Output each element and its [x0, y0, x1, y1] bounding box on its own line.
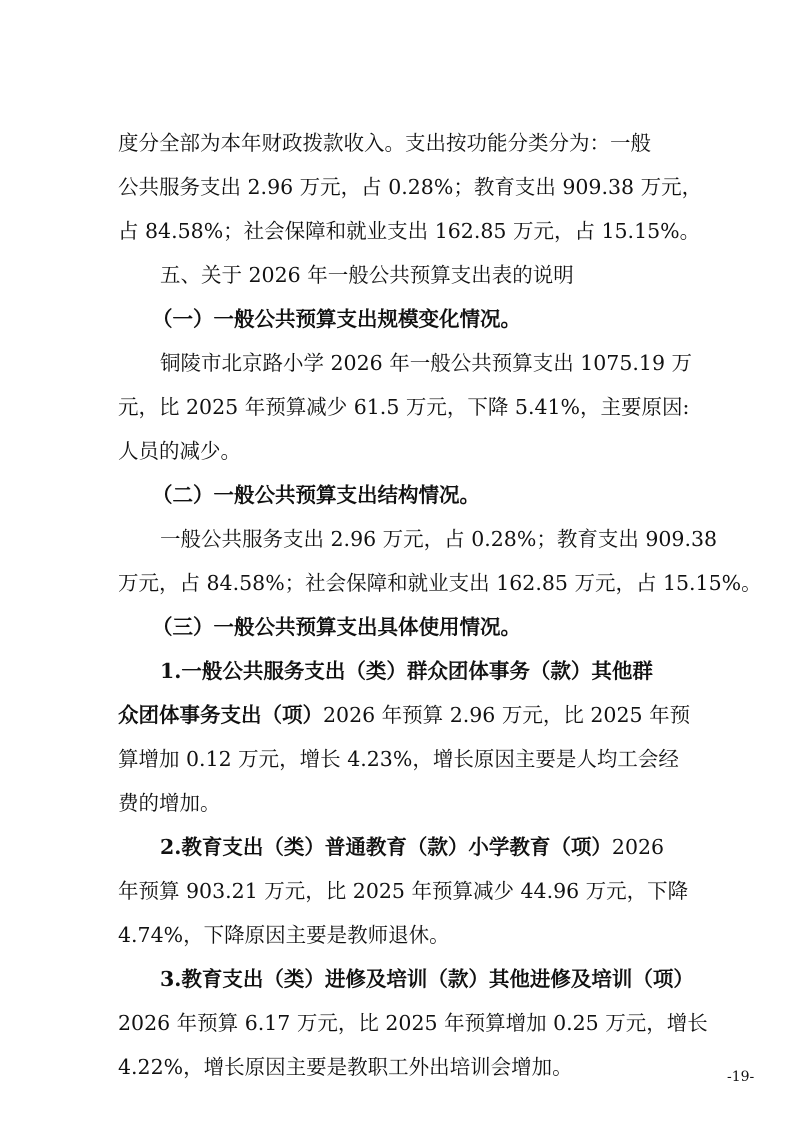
page-number: -19- — [727, 1069, 755, 1085]
subsection-two-heading: （二）一般公共预算支出结构情况。 — [152, 483, 480, 507]
revenue-summary-line-2: 公共服务支出 2.96 万元，占 0.28%；教育支出 909.38 万元， — [118, 175, 703, 199]
item-three-line-2: 2026 年预算 6.17 万元，比 2025 年预算增加 0.25 万元，增长 — [118, 1011, 708, 1035]
item-two-line-3: 4.74%，下降原因主要是教师退休。 — [118, 923, 450, 947]
subsection-three-heading: （三）一般公共预算支出具体使用情况。 — [152, 615, 521, 639]
item-one-line-2-text: 2026 年预算 2.96 万元，比 2025 年预 — [323, 703, 691, 727]
revenue-summary-line-1: 度分全部为本年财政拨款收入。支出按功能分类分为：一般 — [118, 131, 651, 155]
item-three-line-3: 4.22%，增长原因主要是教职工外出培训会增加。 — [118, 1055, 573, 1079]
subsection-one-heading: （一）一般公共预算支出规模变化情况。 — [152, 307, 521, 331]
item-two-line-1 — [160, 832, 664, 862]
scale-change-line-3: 人员的减少。 — [118, 439, 241, 463]
section-five-heading: 五、关于 2026 年一般公共预算支出表的说明 — [160, 263, 574, 287]
item-one-line-3: 算增加 0.12 万元，增长 4.23%，增长原因主要是人均工会经 — [118, 747, 679, 771]
item-one-line-2 — [118, 700, 690, 730]
scale-change-line-2: 元，比 2025 年预算减少 61.5 万元，下降 5.41%，主要原因: — [118, 395, 690, 419]
revenue-summary-line-3: 占 84.58%；社会保障和就业支出 162.85 万元，占 15.15%。 — [118, 219, 701, 243]
item-two-bold-prefix: 2.教育支出（类）普通教育（款）小学教育（项） — [160, 835, 612, 859]
item-one-line-4: 费的增加。 — [118, 791, 221, 815]
scale-change-line-1: 铜陵市北京路小学 2026 年一般公共预算支出 1075.19 万 — [160, 351, 693, 375]
item-one-bold-prefix: 众团体事务支出（项） — [118, 703, 323, 727]
item-one-line-1: 1.一般公共服务支出（类）群众团体事务（款）其他群 — [160, 659, 653, 683]
structure-line-1: 一般公共服务支出 2.96 万元，占 0.28%；教育支出 909.38 — [160, 527, 718, 551]
item-three-line-1: 3.教育支出（类）进修及培训（款）其他进修及培训（项） — [160, 967, 694, 991]
structure-line-2: 万元，占 84.58%；社会保障和就业支出 162.85 万元，占 15.15%。 — [118, 571, 762, 595]
item-two-line-2: 年预算 903.21 万元，比 2025 年预算减少 44.96 万元，下降 — [118, 879, 689, 903]
item-two-line-1-text: 2026 — [611, 835, 665, 859]
